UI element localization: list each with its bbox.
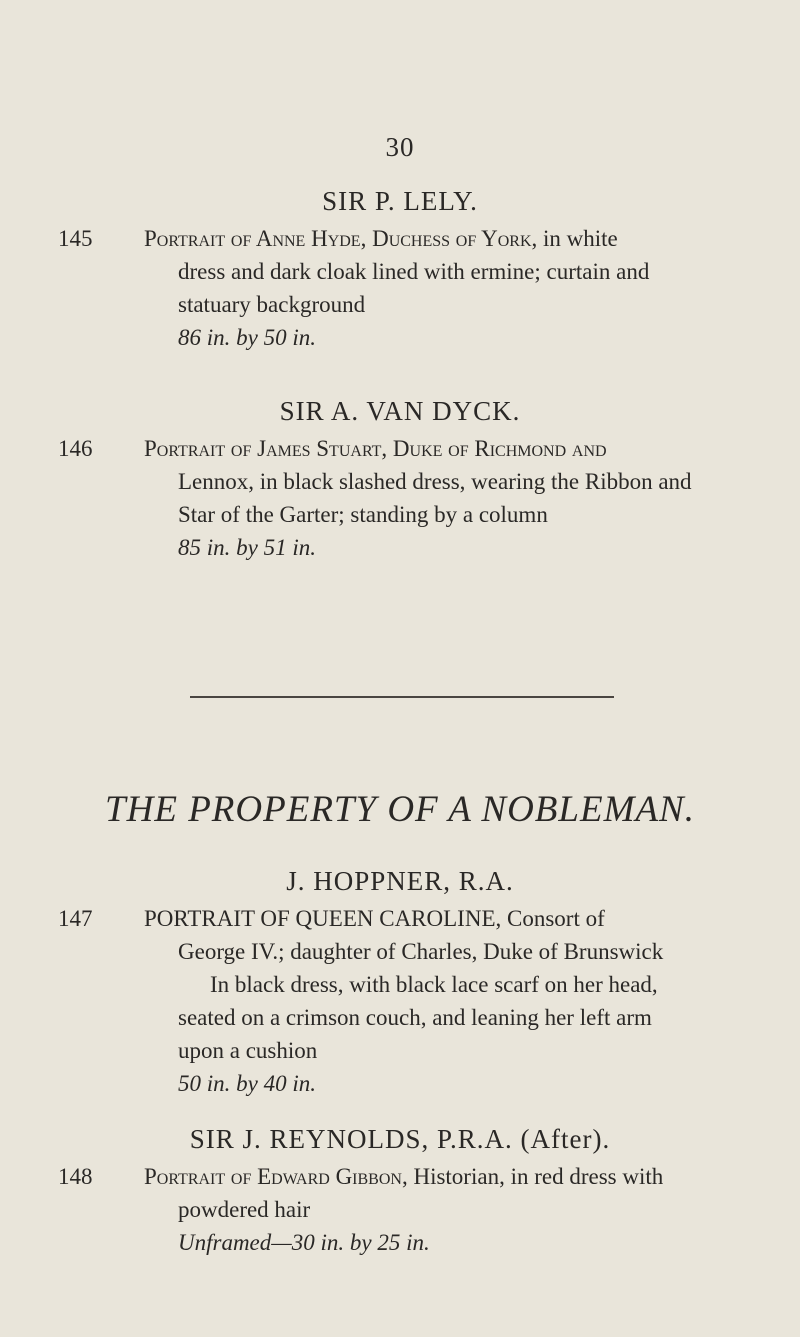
lot-number: 147 (58, 906, 93, 931)
lot-desc-line: Lennox, in black slashed dress, wearing the Ribbon and (178, 469, 692, 494)
lot-description (144, 902, 758, 935)
lot-title: PORTRAIT OF QUEEN CAROLINE, (144, 906, 502, 931)
lot-description (144, 222, 758, 255)
lot-148 (58, 1160, 758, 1259)
lot-description (144, 1160, 758, 1193)
property-heading: THE PROPERTY OF A NOBLEMAN. (105, 789, 695, 830)
lot-145 (58, 222, 758, 354)
lot-number: 148 (58, 1164, 93, 1189)
lot-size: 86 in. by 50 in. (178, 325, 316, 350)
lot-title: Portrait of Edward Gibbon, (144, 1164, 408, 1189)
lot-desc-line: Star of the Garter; standing by a column (178, 502, 548, 527)
lot-number: 145 (58, 226, 93, 251)
lot-size: 85 in. by 51 in. (178, 535, 316, 560)
lot-147 (58, 902, 758, 1100)
artist-heading-hoppner: J. HOPPNER, R.A. (286, 866, 514, 896)
lot-size: Unframed—30 in. by 25 in. (178, 1230, 430, 1255)
lot-title: Portrait of James Stuart, Duke of Richmond and (144, 436, 607, 461)
lot-desc-line: upon a cushion (178, 1038, 318, 1063)
lot-size: 50 in. by 40 in. (178, 1071, 316, 1096)
lot-146 (58, 432, 758, 564)
lot-desc-first: in white (537, 226, 618, 251)
lot-title: Portrait of Anne Hyde, Duchess of York, (144, 226, 538, 251)
lot-desc-line: statuary background (178, 292, 366, 317)
artist-heading-lely: SIR P. LELY. (322, 186, 478, 216)
page-number: 30 (385, 132, 415, 162)
lot-desc-first: Consort of (501, 906, 605, 931)
lot-desc-line: powdered hair (178, 1197, 311, 1222)
lot-desc-line: In black dress, with black lace scarf on her head, (210, 972, 658, 997)
artist-heading-van-dyck: SIR A. VAN DYCK. (279, 396, 521, 426)
lot-desc-first: Historian, in red dress with (407, 1164, 664, 1189)
lot-desc-line: seated on a crimson couch, and leaning her left arm (178, 1005, 652, 1030)
artist-heading-reynolds: SIR J. REYNOLDS, P.R.A. (After). (189, 1124, 611, 1154)
lot-number: 146 (58, 436, 93, 461)
section-divider (190, 696, 614, 698)
lot-desc-line: George IV.; daughter of Charles, Duke of Brunswick (178, 939, 664, 964)
lot-desc-line: dress and dark cloak lined with ermine; curtain and (178, 259, 650, 284)
